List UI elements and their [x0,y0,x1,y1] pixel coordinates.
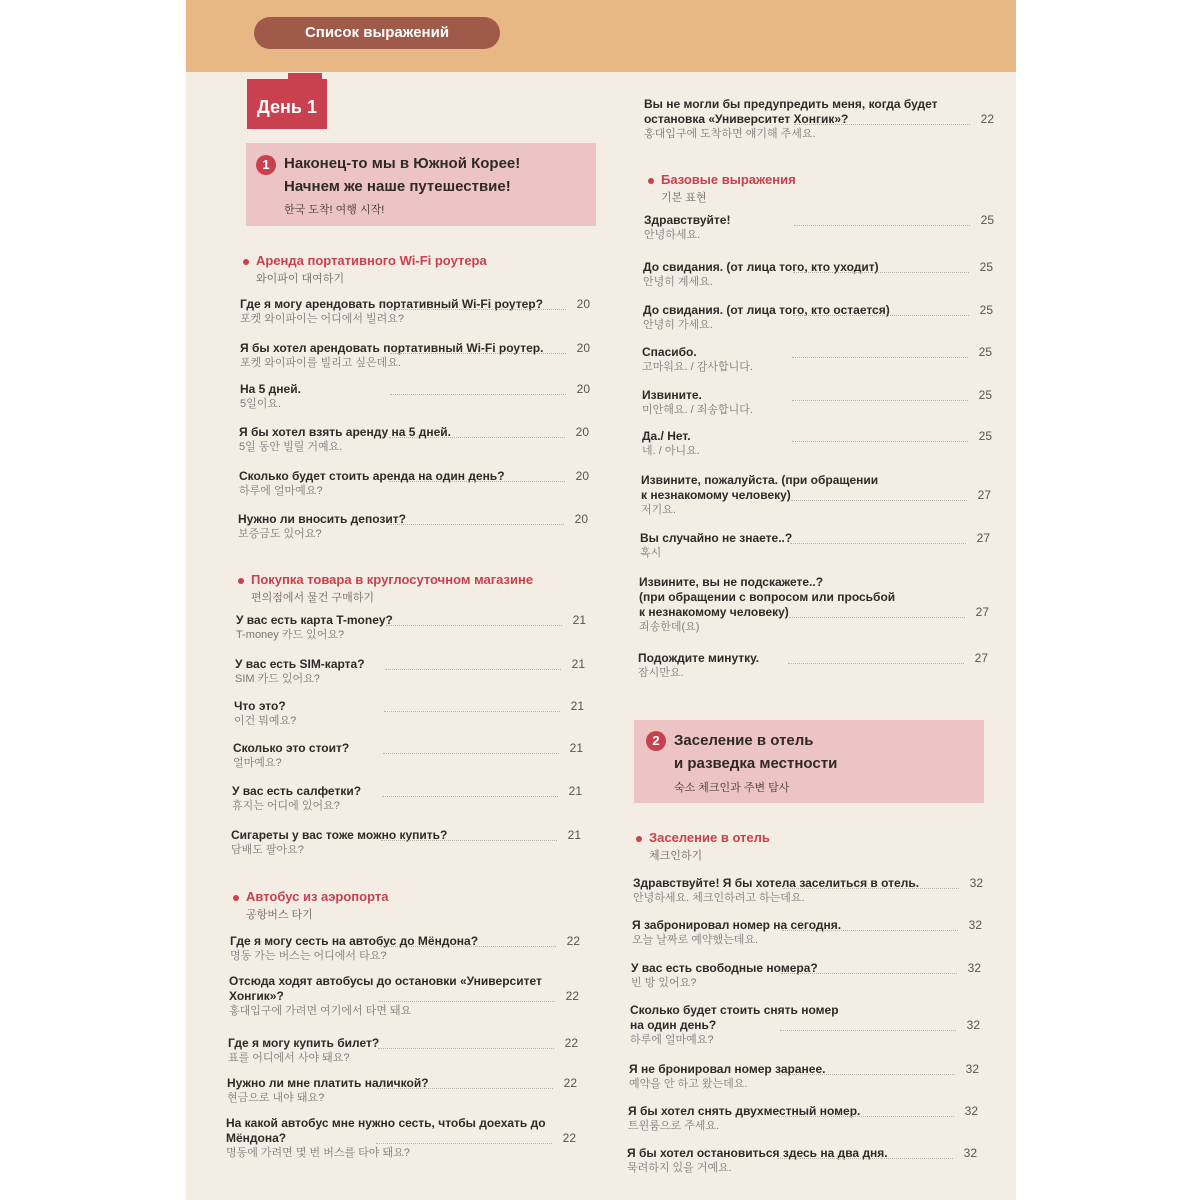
phrase-korean: 하루에 얼마예요? [239,485,323,497]
dot-leader [384,711,560,712]
phrase-entry [228,1036,578,1066]
phrase-korean: 안녕하세요. [644,229,701,241]
phrase-russian: До свидания. (от лица того, кто уходит) [643,260,879,274]
phrase-entry [631,961,981,991]
phrase-korean: 죄송한데(요) [639,621,700,633]
page-number: 32 [963,1146,977,1160]
phrase-entry [640,531,990,561]
phrase-entry [642,429,992,459]
phrase-russian: Отсюда ходят автобусы до остановки «Университет Хонгик»? [229,974,542,1003]
phrase-russian: Где я могу сесть на автобус до Мёндона? [230,934,479,948]
page-number: 20 [575,469,589,483]
page-number: 32 [969,876,983,890]
dot-leader [791,500,967,501]
phrase-russian: Сколько это стоит? [233,741,350,755]
phrase-entry [227,1076,577,1106]
phrase-russian: У вас есть салфетки? [232,784,362,798]
bullet-dot-icon [648,178,654,184]
section-subtitle-1: 한국 도착! 여행 시작! [284,204,385,216]
page-number: 20 [576,382,590,396]
topic-title: Покупка товара в круглосуточном магазине [251,572,534,587]
page-number: 25 [978,388,992,402]
page-number: 20 [574,512,588,526]
phrase-korean: 보증금도 있어요? [238,528,322,540]
page-number: 25 [979,303,993,317]
phrase-entry [641,473,991,518]
phrase-korean: 얼마예요? [233,757,282,769]
dot-leader [780,1030,956,1031]
page-number: 22 [566,934,580,948]
dot-leader [388,524,564,525]
phrase-entry [233,741,583,771]
topic-korean: 공항버스 타기 [246,909,313,921]
dot-leader [790,543,966,544]
phrase-russian: На какой автобус мне нужно сесть, чтобы доехать до Мёндона? [226,1116,546,1145]
day-badge: День 1 [247,79,327,129]
page-number: 32 [968,918,982,932]
dot-leader [789,617,965,618]
phrase-russian: До свидания. (от лица того, кто остается) [643,303,890,317]
page-number: 25 [979,260,993,274]
dot-leader [376,1143,552,1144]
section-number-2: 2 [646,731,666,751]
page-number: 20 [576,341,590,355]
phrase-russian: Я бы хотел остановиться здесь на два дня. [627,1146,888,1160]
bullet-dot-icon [636,836,642,842]
phrase-korean: 하루에 얼마예요? [630,1034,714,1046]
phrase-entry [629,1062,979,1092]
page-number: 32 [966,1018,980,1032]
page-number: 32 [967,961,981,975]
dot-leader [794,124,970,125]
phrase-entry [628,1104,978,1134]
section-title-2: Заселение в отель и разведка местности [674,732,838,772]
dot-leader [390,309,566,310]
phrase-entry [238,512,588,542]
page-number: 21 [570,699,584,713]
phrase-russian: Здравствуйте! [644,213,731,227]
phrase-entry [226,1116,576,1161]
page-number: 27 [975,605,989,619]
phrase-korean: 포켓 와이파이를 빌리고 싶은데요. [240,357,401,369]
phrase-korean: 5일 동안 빌릴 거예요. [239,441,343,453]
phrase-entry [240,382,590,412]
bullet-dot-icon [233,895,239,901]
phrase-entry [229,974,579,1019]
phrase-entry [642,388,992,418]
phrase-korean: 5일이요. [240,398,282,410]
dot-leader [794,225,970,226]
phrase-korean: 묵려하지 있을 거예요. [627,1162,732,1174]
phrase-russian: Вы не могли бы предупредить меня, когда будет остановка «Университет Хонгик»? [644,97,938,126]
phrase-korean: T-money 카드 있어요? [236,629,345,641]
phrase-entry [240,297,590,327]
phrase-korean: 포켓 와이파이는 어디에서 빌려요? [240,313,405,325]
dot-leader [385,669,561,670]
page-number: 21 [571,657,585,671]
phrase-russian: Я забронировал номер на сегодня. [632,918,842,932]
page-number: 21 [572,613,586,627]
phrase-russian: У вас есть карта T-money? [236,613,393,627]
phrase-korean: 트윈룸으로 주세요. [628,1120,720,1132]
dot-leader [381,840,557,841]
phrase-korean: 예약을 안 하고 왔는데요. [629,1078,748,1090]
phrase-korean: 휴지는 어디에 있어요? [232,800,340,812]
dot-leader [777,1158,953,1159]
page-number: 27 [976,531,990,545]
page-number: 22 [565,989,579,1003]
dot-leader [779,1074,955,1075]
phrase-entry [633,876,983,906]
dot-leader [378,1048,554,1049]
phrase-russian: Сколько будет стоить аренда на один день? [239,469,505,483]
phrase-korean: 현금으로 내야 돼요? [227,1092,325,1104]
page-number: 25 [978,429,992,443]
page-number: 25 [978,345,992,359]
page-number: 32 [965,1062,979,1076]
phrase-russian: Да./ Нет. [642,429,691,443]
phrase-russian: Вы случайно не знаете..? [640,531,793,545]
dot-leader [792,441,968,442]
dot-leader [383,753,559,754]
phrase-entry [232,784,582,814]
page-number: 27 [974,651,988,665]
phrase-russian: Что это? [234,699,286,713]
phrase-russian: Где я могу купить билет? [228,1036,380,1050]
page-number: 22 [562,1131,576,1145]
phrase-korean: 안녕히 가세요. [643,319,713,331]
phrase-korean: 혹시 [640,547,662,559]
phrase-entry [230,934,580,964]
page-number: 32 [964,1104,978,1118]
phrase-korean: 명동에 가려면 몇 번 버스를 타야 돼요? [226,1147,410,1159]
topic-korean: 기본 표현 [661,192,707,204]
phrase-entry [234,699,584,729]
phrase-entry [644,97,994,142]
page-number: 22 [980,112,994,126]
phrase-entry [239,469,589,499]
phrase-korean: 네. / 아니요. [642,445,700,457]
dot-leader [792,357,968,358]
page-number: 20 [576,297,590,311]
phrase-korean: SIM 카드 있어요? [235,673,320,685]
phrase-korean: 잠시만요. [638,667,684,679]
phrase-russian: Извините, пожалуйста. (при обращении к незнакомому человеку) [641,473,879,502]
dot-leader [389,437,565,438]
phrase-russian: Я не бронировал номер заранее. [629,1062,826,1076]
phrase-entry [239,425,589,455]
page-number: 22 [563,1076,577,1090]
section-subtitle-2: 숙소 체크인과 주변 탐사 [674,782,790,794]
dot-leader [377,1088,553,1089]
dot-leader [390,353,566,354]
dot-leader [380,946,556,947]
section-title-1: Наконец-то мы в Южной Корее! Начнем же наше путешествие! [284,155,521,195]
phrase-russian: Где я могу арендовать портативный Wi-Fi роутер? [240,297,543,311]
topic-title: Автобус из аэропорта [246,889,389,904]
phrase-entry [642,345,992,375]
dot-leader [390,394,566,395]
phrase-entry [236,613,586,643]
dot-leader [379,1001,555,1002]
topic-korean: 체크인하기 [649,850,703,862]
phrase-russian: Я бы хотел снять двухместный номер. [628,1104,861,1118]
phrase-korean: 미안해요. / 죄송합니다. [642,404,753,416]
phrase-korean: 오늘 날짜로 예약했는데요. [632,934,759,946]
phrase-korean: 빈 방 있어요? [631,977,697,989]
dot-leader [793,315,969,316]
phrase-russian: Нужно ли вносить депозит? [238,512,406,526]
phrase-russian: Сигареты у вас тоже можно купить? [231,828,448,842]
phrase-korean: 표를 어디에서 사야 돼요? [228,1052,350,1064]
dot-leader [389,481,565,482]
phrase-entry [240,341,590,371]
page-number: 25 [980,213,994,227]
phrase-korean: 안녕하세요. 체크인하려고 하는데요. [633,892,805,904]
topic-title: Базовые выражения [661,172,796,187]
phrase-entry [643,260,993,290]
topic-title: Заселение в отель [649,830,770,845]
dot-leader [792,400,968,401]
phrase-russian: Подождите минутку. [638,651,760,665]
phrase-russian: У вас есть SIM-карта? [235,657,365,671]
dot-leader [386,625,562,626]
phrase-russian: Спасибо. [642,345,697,359]
page-number: 21 [569,741,583,755]
section-number-1: 1 [256,155,276,175]
phrase-entry [644,213,994,243]
phrase-entry [231,828,581,858]
phrase-russian: У вас есть свободные номера? [631,961,818,975]
phrase-russian: Здравствуйте! Я бы хотела заселиться в отель. [633,876,920,890]
phrase-korean: 홍대입구에 도착하면 얘기해 주세요. [644,128,816,140]
book-page [186,0,1016,1200]
phrase-entry [235,657,585,687]
phrase-russian: Я бы хотел взять аренду на 5 дней. [239,425,452,439]
dot-leader [781,973,957,974]
phrase-entry [627,1146,977,1176]
phrase-korean: 명동 가는 버스는 어디에서 타요? [230,950,387,962]
header-tab: Список выражений [254,17,500,49]
page-number: 27 [977,488,991,502]
bullet-dot-icon [243,259,249,265]
dot-leader [778,1116,954,1117]
page-number: 22 [564,1036,578,1050]
phrase-russian: На 5 дней. [240,382,301,396]
dot-leader [782,930,958,931]
phrase-russian: Нужно ли мне платить наличкой? [227,1076,429,1090]
bullet-dot-icon [238,578,244,584]
dot-leader [793,272,969,273]
phrase-korean: 이건 뭐예요? [234,715,297,727]
phrase-russian: Сколько будет стоить снять номер на один день? [630,1003,839,1032]
phrase-entry [638,651,988,681]
page-number: 20 [575,425,589,439]
phrase-korean: 저기요. [641,504,676,516]
dot-leader [788,663,964,664]
phrase-russian: Извините. [642,388,702,402]
phrase-entry [632,918,982,948]
phrase-entry [643,303,993,333]
topic-title: Аренда портативного Wi-Fi роутера [256,253,487,268]
phrase-korean: 홍대입구에 가려면 여기에서 타면 돼요 [229,1005,412,1017]
phrase-russian: Извините, вы не подскажете..? (при обращении с вопросом или просьбой к незнакомому человеку) [639,575,896,619]
page-number: 21 [567,828,581,842]
phrase-korean: 안녕히 계세요. [643,276,713,288]
phrase-entry [639,575,989,635]
dot-leader [382,796,558,797]
phrase-korean: 담배도 팔아요? [231,844,304,856]
dot-leader [783,888,959,889]
topic-korean: 편의점에서 물건 구매하기 [251,592,374,604]
topic-korean: 와이파이 대여하기 [256,273,345,285]
phrase-entry [630,1003,980,1048]
phrase-korean: 고마워요. / 감사합니다. [642,361,753,373]
phrase-russian: Я бы хотел арендовать портативный Wi-Fi роутер. [240,341,544,355]
page-number: 21 [568,784,582,798]
